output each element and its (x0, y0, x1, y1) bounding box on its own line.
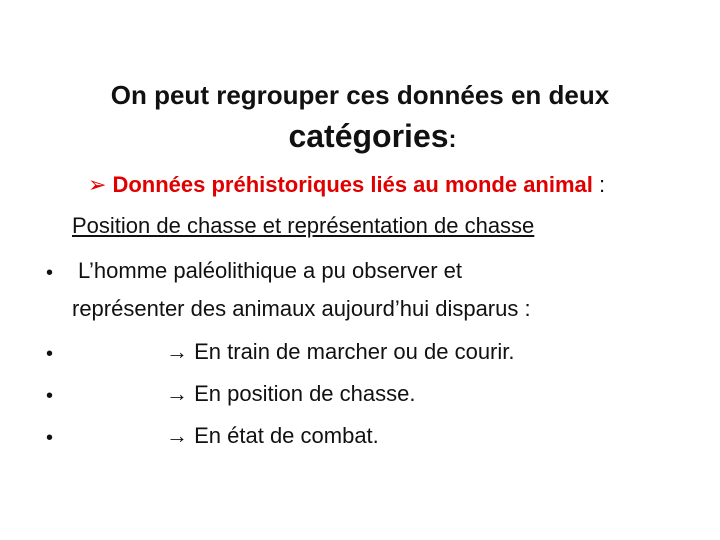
section-subheading: Position de chasse et représentation de chasse (72, 213, 535, 238)
slide-title-line2 (0, 118, 720, 155)
bullet-dot-icon: • (46, 385, 54, 407)
slide-title-word: catégories (288, 118, 449, 154)
bullet-dot-icon: • (46, 427, 54, 449)
bullet-dot-icon: • (46, 262, 54, 284)
section-heading (88, 172, 708, 198)
bullet-item-3: → En position de chasse. (166, 381, 416, 406)
bullet-item-1-line-1: L’homme paléolithique a pu observer et (78, 258, 463, 283)
arrow-bullet-icon: ➢ (88, 172, 107, 197)
bullet-item-2: → En train de marcher ou de courir. (166, 339, 515, 364)
bullet-item-4: → En état de combat. (166, 423, 379, 448)
slide-title-colon: : (448, 126, 457, 153)
bullet-item-1-line-2: représenter des animaux aujourd’hui disparus : (72, 296, 531, 321)
section-heading-text: Données préhistoriques liés au monde animal (112, 172, 593, 197)
section-heading-colon: : (599, 172, 606, 197)
bullet-dot-icon: • (46, 343, 54, 365)
slide-title-line1: On peut regrouper ces données en deux (110, 80, 610, 110)
